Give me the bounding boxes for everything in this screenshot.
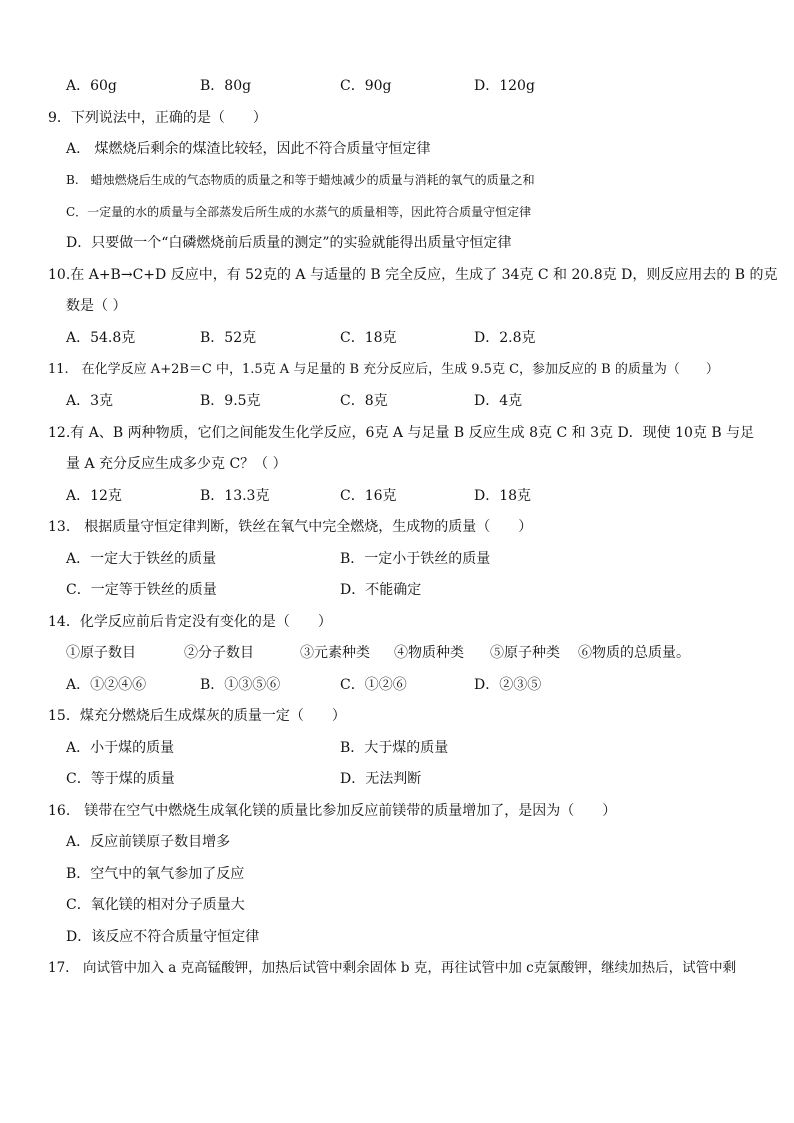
q10-stem-line1: 10.在 A+B→C+D 反应中，有 52克的 A 与适量的 B 完全反应，生成了 34克 C 和 20.8克 D，则反应用去的 B 的克 [48,267,778,283]
q12-option-c: C．16克 [340,488,397,504]
q9-option-d: D．只要做一个“白磷燃烧前后质量的测定”的实验就能得出质量守恒定律 [66,235,512,251]
q13-option-b: B．一定小于铁丝的质量 [340,551,491,567]
q14-options [66,675,756,695]
q9-option-c: C．一定量的水的质量与全部蒸发后所生成的水蒸气的质量相等，因此符合质量守恒定律 [66,205,532,219]
q12-stem-line2: 量 A 充分反应生成多少克 C？（ ） [66,456,287,472]
q10-options [66,328,756,348]
q13-option-d: D．不能确定 [340,582,422,598]
q11-option-c: C．8克 [340,393,388,409]
q12-option-b: B．13.3克 [200,488,270,504]
q15-option-c: C．等于煤的质量 [66,771,175,787]
q10-option-b: B．52克 [200,330,257,346]
q12-option-a: A．12克 [66,488,122,504]
q15-option-b: B．大于煤的质量 [340,740,449,756]
q14-item-5: ⑤原子种类 [490,645,560,661]
q13-options-row2 [66,580,756,600]
q13-stem: 13. 根据质量守恒定律判断，铁丝在氧气中完全燃烧，生成物的质量（ ） [48,519,533,535]
q11-option-b: B．9.5克 [200,393,261,409]
q14-item-3: ③元素种类 [300,645,370,661]
q12-option-d: D．18克 [474,488,532,504]
q16-option-d: D．该反应不符合质量守恒定律 [66,929,260,945]
q10-option-c: C．18克 [340,330,397,346]
q13-option-c: C．一定等于铁丝的质量 [66,582,217,598]
q14-option-d: D．②③⑤ [474,677,542,693]
q14-item-4: ④物质种类 [394,645,464,661]
q8-option-c: C．90g [340,78,392,94]
q14-stem: 14．化学反应前后肯定没有变化的是（ ） [48,614,332,630]
q14-option-a: A．①②④⑥ [66,677,147,693]
q12-stem-line1: 12.有 A、B 两种物质，它们之间能发生化学反应，6克 A 与足量 B 反应生成 8克 C 和 3克 D．现使 10克 B 与足 [48,425,755,441]
q11-option-d: D．4克 [474,393,523,409]
q8-options [66,76,756,96]
q16-option-c: C．氧化镁的相对分子质量大 [66,897,245,913]
q8-option-a: A．60g [66,78,117,94]
q11-stem: 11. 在化学反应 A+2B＝C 中，1.5克 A 与足量的 B 充分反应后，生成 9.5克 C，参加反应的 B 的质量为（ ） [48,362,719,377]
q15-options-row2 [66,769,756,789]
q10-stem-line2: 数是（ ） [66,298,127,314]
q16-option-b: B．空气中的氧气参加了反应 [66,866,245,882]
q8-option-d: D．120g [474,78,535,94]
q11-options [66,391,756,411]
q14-option-b: B．①③⑤⑥ [200,677,281,693]
q16-stem: 16. 镁带在空气中燃烧生成氧化镁的质量比参加反应前镁带的质量增加了，是因为（ ） [48,803,617,819]
q9-option-b: B. 蜡烛燃烧后生成的气态物质的质量之和等于蜡烛减少的质量与消耗的氧气的质量之和 [66,173,535,187]
q11-option-a: A．3克 [66,393,114,409]
q13-option-a: A．一定大于铁丝的质量 [66,551,217,567]
q14-item-6: ⑥物质的总质量。 [578,645,690,661]
q15-options-row1 [66,738,756,758]
q13-options-row1 [66,549,756,569]
q15-option-d: D．无法判断 [340,771,422,787]
q14-items [66,643,756,663]
q14-option-c: C．①②⑥ [340,677,407,693]
q8-option-b: B．80g [200,78,252,94]
q15-option-a: A．小于煤的质量 [66,740,175,756]
q10-option-d: D．2.8克 [474,330,536,346]
q14-item-2: ②分子数目 [184,645,254,661]
q15-stem: 15．煤充分燃烧后生成煤灰的质量一定（ ） [48,708,346,724]
q17-stem: 17. 向试管中加入 a 克高锰酸钾，加热后试管中剩余固体 b 克，再往试管中加 c克氯酸钾，继续加热后，试管中剩 [48,960,737,976]
q10-option-a: A．54.8克 [66,330,136,346]
q12-options [66,486,756,506]
q9-option-a: A. 煤燃烧后剩余的煤渣比较轻，因此不符合质量守恒定律 [66,141,431,157]
q9-stem: 9．下列说法中，正确的是（ ） [48,110,267,126]
q16-option-a: A．反应前镁原子数目增多 [66,834,231,850]
q14-item-1: ①原子数目 [66,645,136,661]
